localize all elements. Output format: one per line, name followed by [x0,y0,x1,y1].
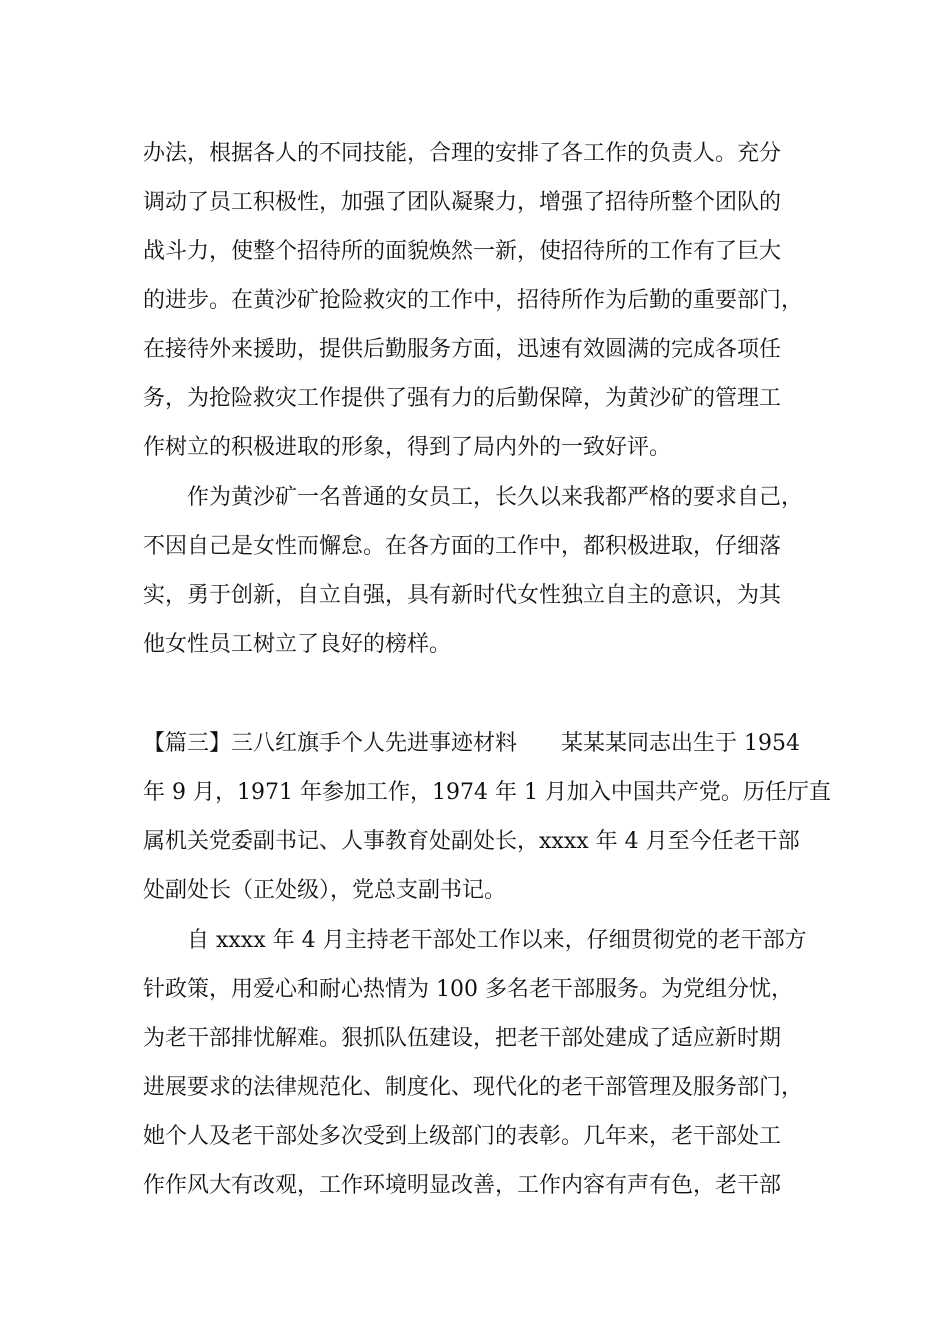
paragraph-line: 为老干部排忧解难。狠抓队伍建设，把老干部处建成了适应新时期 [143,1026,782,1051]
paragraph-line: 务，为抢险救灾工作提供了强有力的后勤保障，为黄沙矿的管理工 [143,386,782,411]
paragraph-line: 的进步。在黄沙矿抢险救灾的工作中，招待所作为后勤的重要部门， [143,288,804,313]
paragraph-line: 战斗力，使整个招待所的面貌焕然一新，使招待所的工作有了巨大 [143,239,782,264]
paragraph-line: 不因自己是女性而懈怠。在各方面的工作中，都积极进取，仔细落 [143,534,782,559]
paragraph-line: 年 9 月，1971 年参加工作，1974 年 1 月加入中国共产党。历任厅直 [143,780,831,805]
paragraph-line: 她个人及老干部处多次受到上级部门的表彰。几年来，老干部处工 [143,1124,782,1149]
paragraph-line: 办法，根据各人的不同技能，合理的安排了各工作的负责人。充分 [143,141,782,166]
paragraph-line: 在接待外来援助，提供后勤服务方面，迅速有效圆满的完成各项任 [143,337,782,362]
paragraph-line: 作作风大有改观，工作环境明显改善，工作内容有声有色，老干部 [143,1173,782,1198]
section-heading-line: 【篇三】三八红旗手个人先进事迹材料 某某某同志出生于 1954 [143,731,800,756]
paragraph-line: 自 xxxx 年 4 月主持老干部处工作以来，仔细贯彻党的老干部方 [187,928,807,953]
paragraph-line: 实，勇于创新，自立自强，具有新时代女性独立自主的意识，为其 [143,583,782,608]
paragraph-line: 进展要求的法律规范化、制度化、现代化的老干部管理及服务部门， [143,1075,804,1100]
paragraph-line: 他女性员工树立了良好的榜样。 [143,632,452,657]
paragraph-line: 针政策，用爱心和耐心热情为 100 多名老干部服务。为党组分忧， [143,977,793,1002]
paragraph-line: 作为黄沙矿一名普通的女员工，长久以来我都严格的要求自己， [187,485,804,510]
paragraph-line: 处副处长（正处级），党总支副书记。 [143,878,507,903]
paragraph-line: 调动了员工积极性，加强了团队凝聚力，增强了招待所整个团队的 [143,190,782,215]
paragraph-line: 作树立的积极进取的形象，得到了局内外的一致好评。 [143,435,672,460]
paragraph-line: 属机关党委副书记、人事教育处副处长，xxxx 年 4 月至今任老干部 [143,829,800,854]
